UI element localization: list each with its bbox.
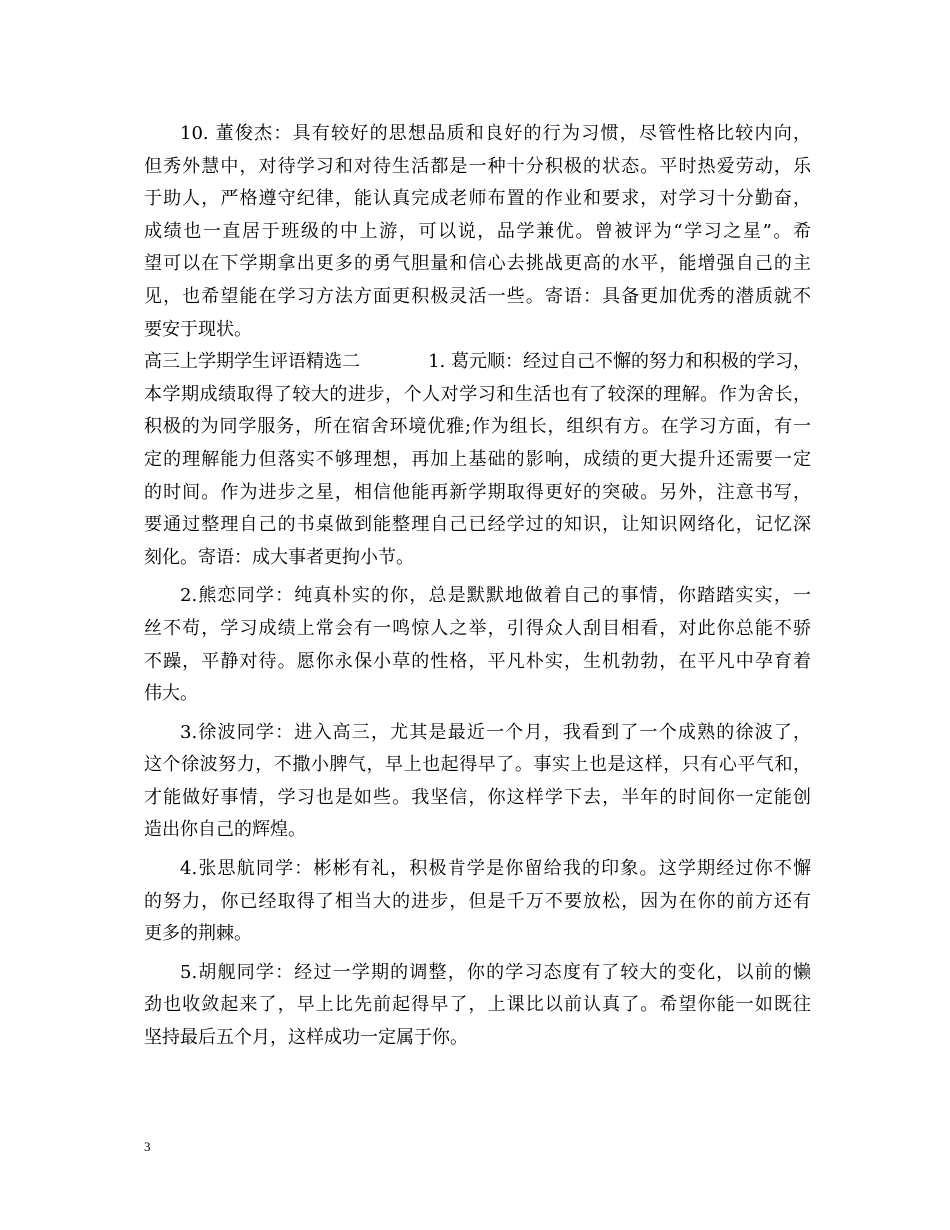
paragraph-line: 坚持最后五个月，这样成功一定属于你。 — [144, 1027, 468, 1049]
paragraph-line: 的时间。作为进步之星，相信他能再新学期取得更好的突破。另外，注意书写， — [144, 481, 811, 503]
paragraph-line: 造出你自己的辉煌。 — [144, 819, 306, 841]
paragraph-line: 要通过整理自己的书桌做到能整理自己已经学过的知识，让知识网络化，记忆深 — [144, 514, 811, 536]
paragraph-line: 于助人，严格遵守纪律，能认真完成老师布置的作业和要求，对学习十分勤奋， — [144, 188, 811, 210]
paragraph-line: 望可以在下学期拿出更多的勇气胆量和信心去挑战更高的水平，能增强自己的主 — [144, 253, 811, 275]
paragraph-line: 刻化。寄语：成大事者更拘小节。 — [144, 546, 414, 568]
paragraph-line: 3.徐波同学：进入高三，尤其是最近一个月，我看到了一个成熟的徐波了， — [180, 721, 811, 743]
paragraph-zhang-sihang — [144, 853, 811, 951]
paragraph-ge-yuanshun — [144, 346, 811, 574]
paragraph-line: 更多的荆棘。 — [144, 923, 252, 945]
paragraph-line: 见，也希望能在学习方法方面更积极灵活一些。寄语：具备更加优秀的潜质就不 — [144, 285, 811, 307]
paragraph-dong-junjie — [144, 118, 811, 346]
paragraph-line: 5.胡舰同学：经过一学期的调整，你的学习态度有了较大的变化，以前的懒 — [180, 961, 811, 983]
paragraph-line: 劲也收敛起来了，早上比先前起得早了，上课比以前认真了。希望你能一如既往 — [144, 994, 811, 1016]
paragraph-line: 本学期成绩取得了较大的进步，个人对学习和生活也有了较深的理解。作为舍长， — [144, 383, 811, 405]
paragraph-line: 2.熊恋同学：纯真朴实的你，总是默默地做着自己的事情，你踏踏实实，一 — [180, 585, 811, 607]
paragraph-line: 要安于现状。 — [144, 318, 252, 340]
paragraph-xiong-lian — [144, 580, 811, 710]
paragraph-hu-jian — [144, 957, 811, 1055]
paragraph-line: 1. 葛元顺：经过自己不懈的努力和积极的学习， — [428, 351, 811, 373]
paragraph-line: 定的理解能力但落实不够理想，再加上基础的影响，成绩的更大提升还需要一定 — [144, 448, 811, 470]
paragraph-line: 的努力，你已经取得了相当大的进步，但是千万不要放松，因为在你的前方还有 — [144, 890, 811, 912]
paragraph-line: 伟大。 — [144, 683, 198, 705]
page-number: 3 — [144, 1139, 151, 1154]
paragraph-line: 10. 董俊杰：具有较好的思想品质和良好的行为习惯，尽管性格比较内向， — [180, 123, 811, 144]
section-heading: 高三上学期学生评语精选二 — [144, 351, 360, 373]
paragraph-line: 才能做好事情，学习也是如些。我坚信，你这样学下去，半年的时间你一定能创 — [144, 786, 811, 808]
paragraph-line: 不躁，平静对待。愿你永保小草的性格，平凡朴实，生机勃勃，在平凡中孕育着 — [144, 650, 811, 672]
section-heading-row — [144, 346, 811, 379]
document-body — [144, 118, 811, 1055]
paragraph-xu-bo — [144, 717, 811, 847]
paragraph-line: 丝不苟，学习成绩上常会有一鸣惊人之举，引得众人刮目相看，对此你总能不骄 — [144, 617, 811, 639]
paragraph-line: 这个徐波努力，不撒小脾气，早上也起得早了。事实上也是这样，只有心平气和， — [144, 754, 811, 776]
paragraph-line: 但秀外慧中，对待学习和对待生活都是一种十分积极的状态。平时热爱劳动，乐 — [144, 155, 811, 177]
paragraph-line: 积极的为同学服务，所在宿舍环境优雅;作为组长，组织有方。在学习方面，有一 — [144, 416, 811, 438]
paragraph-line: 4.张思航同学：彬彬有礼，积极肯学是你留给我的印象。这学期经过你不懈 — [180, 858, 811, 880]
paragraph-line: 成绩也一直居于班级的中上游，可以说，品学兼优。曾被评为“学习之星”。希 — [144, 220, 811, 242]
